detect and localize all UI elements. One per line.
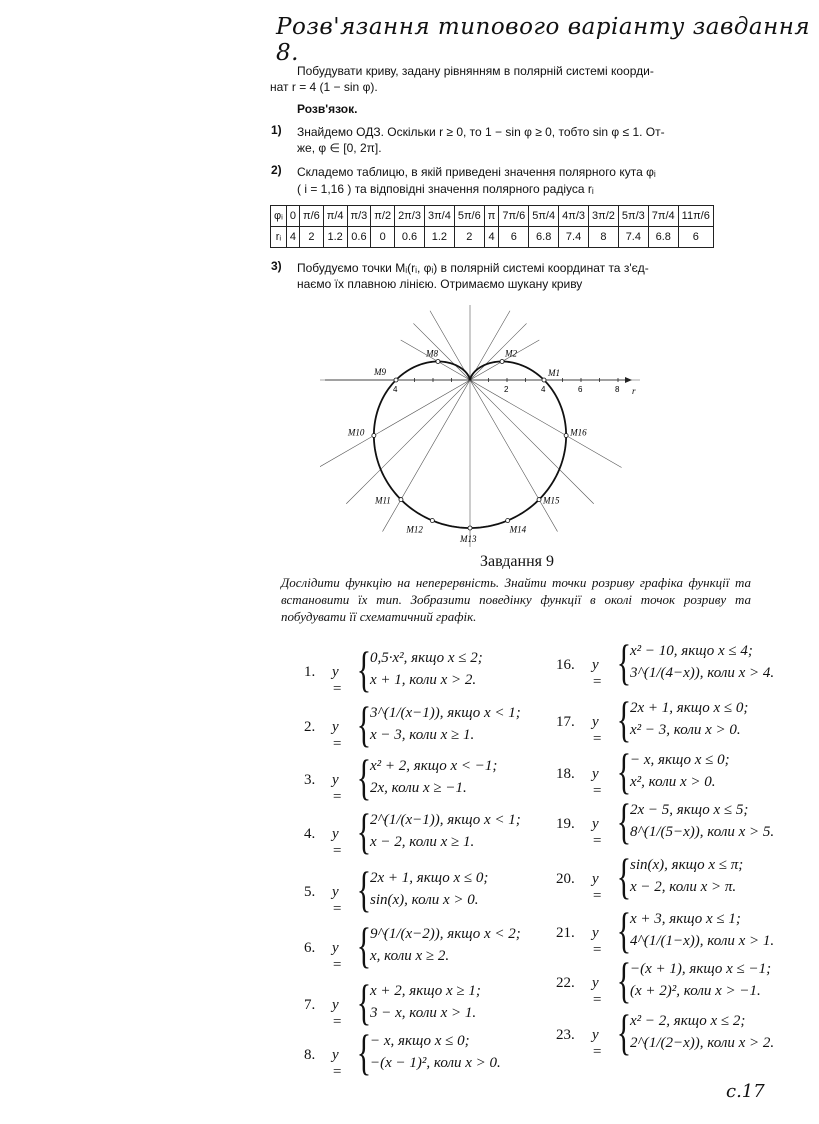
brace-icon: { <box>616 743 632 799</box>
table-cell-phi: 5π/6 <box>454 206 484 227</box>
brace-icon: { <box>616 902 632 958</box>
y-equals: y = <box>592 766 603 799</box>
table-cell-r: 0.6 <box>347 227 371 248</box>
case-1: sin(x), якщо x ≤ π; <box>630 857 744 873</box>
problem-number: 4. <box>304 826 316 842</box>
case-1: 2x + 1, якщо x ≤ 0; <box>630 700 749 716</box>
table-cell-phi: 2π/3 <box>395 206 425 227</box>
point-label: M15 <box>543 495 560 506</box>
brace-icon: { <box>616 848 632 904</box>
step-text: Складемо таблицю, в якій приведені значення полярного кута φᵢ <box>297 165 656 179</box>
point-label: M14 <box>509 524 527 535</box>
table-cell-phi: 11π/6 <box>678 206 713 227</box>
brace-icon: { <box>356 749 372 805</box>
case-2: x, коли x ≥ 2. <box>370 948 450 964</box>
case-2: x − 2, коли x > π. <box>630 879 737 895</box>
point-label: M12 <box>406 524 423 535</box>
problem-number: 16. <box>556 657 575 673</box>
problem-number: 2. <box>304 719 316 735</box>
tick-label: 6 <box>578 385 583 394</box>
table-cell-phi: π/3 <box>347 206 371 227</box>
brace-icon: { <box>356 917 372 973</box>
brace-icon: { <box>616 952 632 1008</box>
axis-arrow-icon <box>625 377 632 383</box>
y-equals: y = <box>592 975 603 1008</box>
r-row <box>271 227 714 248</box>
tick-label: 4 <box>541 385 546 394</box>
values-table <box>270 205 714 248</box>
polar-ray <box>470 380 558 532</box>
table-cell-r: 4 <box>484 227 499 248</box>
case-1: x² − 2, якщо x ≤ 2; <box>630 1013 746 1029</box>
case-1: x² − 10, якщо x ≤ 4; <box>630 643 753 659</box>
table-cell-r: 0.6 <box>395 227 425 248</box>
y-equals: y = <box>332 997 343 1030</box>
polar-cardioid-plot <box>320 305 640 547</box>
point-label: M10 <box>347 427 365 438</box>
case-1: x + 3, якщо x ≤ 1; <box>630 911 741 927</box>
case-1: 2^(1/(x−1)), якщо x < 1; <box>370 812 521 828</box>
table-cell-r: 7.4 <box>618 227 648 248</box>
y-equals: y = <box>332 719 343 752</box>
point-label: M9 <box>374 367 386 377</box>
table-cell-r: 8 <box>589 227 619 248</box>
step-text: Побудуємо точки Mᵢ(rᵢ, φᵢ) в полярній системі координат та з'єд- <box>297 261 649 275</box>
point-label: M13 <box>460 534 477 544</box>
step-text: же, φ ∈ [0, 2π]. <box>297 141 382 155</box>
table-cell-r: 1.2 <box>424 227 454 248</box>
page-title: Розв'язання типового варіанту завдання 8. <box>276 14 811 66</box>
step-text: ( i = 1,16 ) та відповідні значення полярного радіуса rᵢ <box>297 182 594 196</box>
table-cell-r: 4 <box>286 227 299 248</box>
table-cell-phi: π/2 <box>371 206 395 227</box>
case-1: − x, якщо x ≤ 0; <box>370 1033 470 1049</box>
point-marker <box>436 360 440 364</box>
case-1: 2x + 1, якщо x ≤ 0; <box>370 870 489 886</box>
case-1: −(x + 1), якщо x ≤ −1; <box>630 961 772 977</box>
case-2: 2^(1/(2−x)), коли x > 2. <box>630 1035 775 1051</box>
polar-ray <box>470 380 594 504</box>
y-equals: y = <box>592 816 603 849</box>
case-2: sin(x), коли x > 0. <box>370 892 479 908</box>
case-2: x − 3, коли x ≥ 1. <box>370 727 475 743</box>
point-label: M1 <box>548 368 560 378</box>
case-2: 8^(1/(5−x)), коли x > 5. <box>630 824 775 840</box>
table-cell-phi: π <box>484 206 499 227</box>
brace-icon: { <box>356 641 372 697</box>
y-equals: y = <box>592 925 603 958</box>
table-header-r: rᵢ <box>271 227 287 248</box>
tick-label: 2 <box>504 385 509 394</box>
y-equals: y = <box>592 657 603 690</box>
table-cell-r: 2 <box>300 227 324 248</box>
point-marker <box>506 519 510 523</box>
point-marker <box>500 360 504 364</box>
solution-heading: Розв'язок. <box>297 102 358 116</box>
table-cell-r: 1.2 <box>323 227 347 248</box>
problem-number: 18. <box>556 766 575 782</box>
problem-number: 1. <box>304 664 316 680</box>
point-label: M2 <box>505 348 518 359</box>
brace-icon: { <box>616 1004 632 1060</box>
table-cell-r: 2 <box>454 227 484 248</box>
y-equals: y = <box>332 940 343 973</box>
case-2: 3^(1/(4−x)), коли x > 4. <box>630 665 775 681</box>
table-cell-r: 0 <box>371 227 395 248</box>
point-label: M11 <box>374 495 391 506</box>
brace-icon: { <box>356 803 372 859</box>
table-header-phi: φᵢ <box>271 206 287 227</box>
y-equals: y = <box>332 826 343 859</box>
brace-icon: { <box>616 691 632 747</box>
table-cell-r: 7.4 <box>559 227 589 248</box>
axis-label: r <box>632 386 636 396</box>
y-equals: y = <box>332 772 343 805</box>
table-cell-phi: 4π/3 <box>559 206 589 227</box>
y-equals: y = <box>332 1047 343 1080</box>
case-1: − x, якщо x ≤ 0; <box>630 752 730 768</box>
y-equals: y = <box>592 1027 603 1060</box>
point-marker <box>468 526 472 530</box>
table-cell-r: 6 <box>678 227 713 248</box>
point-marker <box>399 498 403 502</box>
case-2: x² − 3, коли x > 0. <box>630 722 741 738</box>
table-cell-phi: π/4 <box>323 206 347 227</box>
page-number: с.17 <box>726 1081 765 1102</box>
problem-number: 22. <box>556 975 575 991</box>
point-marker <box>564 434 568 438</box>
table-cell-phi: 0 <box>286 206 299 227</box>
polar-ray <box>346 380 470 504</box>
case-1: x² + 2, якщо x < −1; <box>370 758 498 774</box>
step-number: 1) <box>271 123 282 137</box>
task-intro-line1: Побудувати криву, задану рівнянням в полярній системі коорди- <box>297 64 654 78</box>
step-number: 2) <box>271 163 282 177</box>
table-cell-r: 6 <box>499 227 529 248</box>
case-2: 2x, коли x ≥ −1. <box>370 780 467 796</box>
brace-icon: { <box>356 1024 372 1080</box>
problem-number: 3. <box>304 772 316 788</box>
case-2: x + 1, коли x > 2. <box>370 672 477 688</box>
problem-number: 17. <box>556 714 575 730</box>
case-2: x², коли x > 0. <box>630 774 716 790</box>
step-number: 3) <box>271 259 282 273</box>
brace-icon: { <box>616 634 632 690</box>
polar-ray <box>413 323 470 380</box>
table-cell-phi: 3π/4 <box>424 206 454 227</box>
problem-number: 23. <box>556 1027 575 1043</box>
table-cell-phi: 7π/6 <box>499 206 529 227</box>
problem-number: 7. <box>304 997 316 1013</box>
point-label: M16 <box>570 427 587 438</box>
case-1: x + 2, якщо x ≥ 1; <box>370 983 481 999</box>
polar-ray <box>470 380 622 468</box>
point-marker <box>430 519 434 523</box>
case-2: 3 − x, коли x > 1. <box>370 1005 477 1021</box>
y-equals: y = <box>592 714 603 747</box>
problem-number: 20. <box>556 871 575 887</box>
phi-row <box>271 206 714 227</box>
problem-number: 21. <box>556 925 575 941</box>
point-label: M8 <box>425 348 438 359</box>
table-cell-r: 6.8 <box>529 227 559 248</box>
task-intro-line2: нат r = 4 (1 − sin φ). <box>270 80 378 94</box>
problem-number: 8. <box>304 1047 316 1063</box>
case-2: −(x − 1)², коли x > 0. <box>370 1055 501 1071</box>
point-marker <box>542 378 546 382</box>
case-1: 9^(1/(x−2)), якщо x < 2; <box>370 926 521 942</box>
polar-ray <box>401 340 470 380</box>
brace-icon: { <box>356 974 372 1030</box>
brace-icon: { <box>356 861 372 917</box>
problem-number: 6. <box>304 940 316 956</box>
polar-ray <box>470 340 539 380</box>
polar-ray <box>383 380 471 532</box>
step-text: наємо їх плавною лінією. Отримаємо шукану криву <box>297 277 583 291</box>
table-cell-r: 6.8 <box>648 227 678 248</box>
case-2: x − 2, коли x ≥ 1. <box>370 834 475 850</box>
polar-ray <box>470 323 527 380</box>
y-equals: y = <box>592 871 603 904</box>
case-1: 0,5·x², якщо x ≤ 2; <box>370 650 483 666</box>
table-cell-phi: 7π/4 <box>648 206 678 227</box>
table-cell-phi: 3π/2 <box>589 206 619 227</box>
case-1: 2x − 5, якщо x ≤ 5; <box>630 802 749 818</box>
table-cell-phi: 5π/4 <box>529 206 559 227</box>
point-marker <box>394 378 398 382</box>
brace-icon: { <box>616 793 632 849</box>
case-2: 4^(1/(1−x)), коли x > 1. <box>630 933 775 949</box>
y-equals: y = <box>332 664 343 697</box>
table-cell-phi: π/6 <box>300 206 324 227</box>
task9-text: Дослідити функцію на неперервність. Знайти точки розриву графіка функції та встановити їх тип. Зобразити поведінку функції в околі точок розриву та побудувати її схематичний графік. <box>281 575 751 624</box>
task9-title: Завдання 9 <box>480 553 554 570</box>
problem-number: 19. <box>556 816 575 832</box>
case-1: 3^(1/(x−1)), якщо x < 1; <box>370 705 521 721</box>
case-2: (x + 2)², коли x > −1. <box>630 983 761 999</box>
y-equals: y = <box>332 884 343 917</box>
point-marker <box>372 434 376 438</box>
point-marker <box>537 498 541 502</box>
table-cell-phi: 5π/3 <box>618 206 648 227</box>
tick-label: 4 <box>393 385 398 394</box>
tick-label: 8 <box>615 385 620 394</box>
step-text: Знайдемо ОДЗ. Оскільки r ≥ 0, то 1 − sin φ ≥ 0, тобто sin φ ≤ 1. От- <box>297 125 665 139</box>
brace-icon: { <box>356 696 372 752</box>
problem-number: 5. <box>304 884 316 900</box>
